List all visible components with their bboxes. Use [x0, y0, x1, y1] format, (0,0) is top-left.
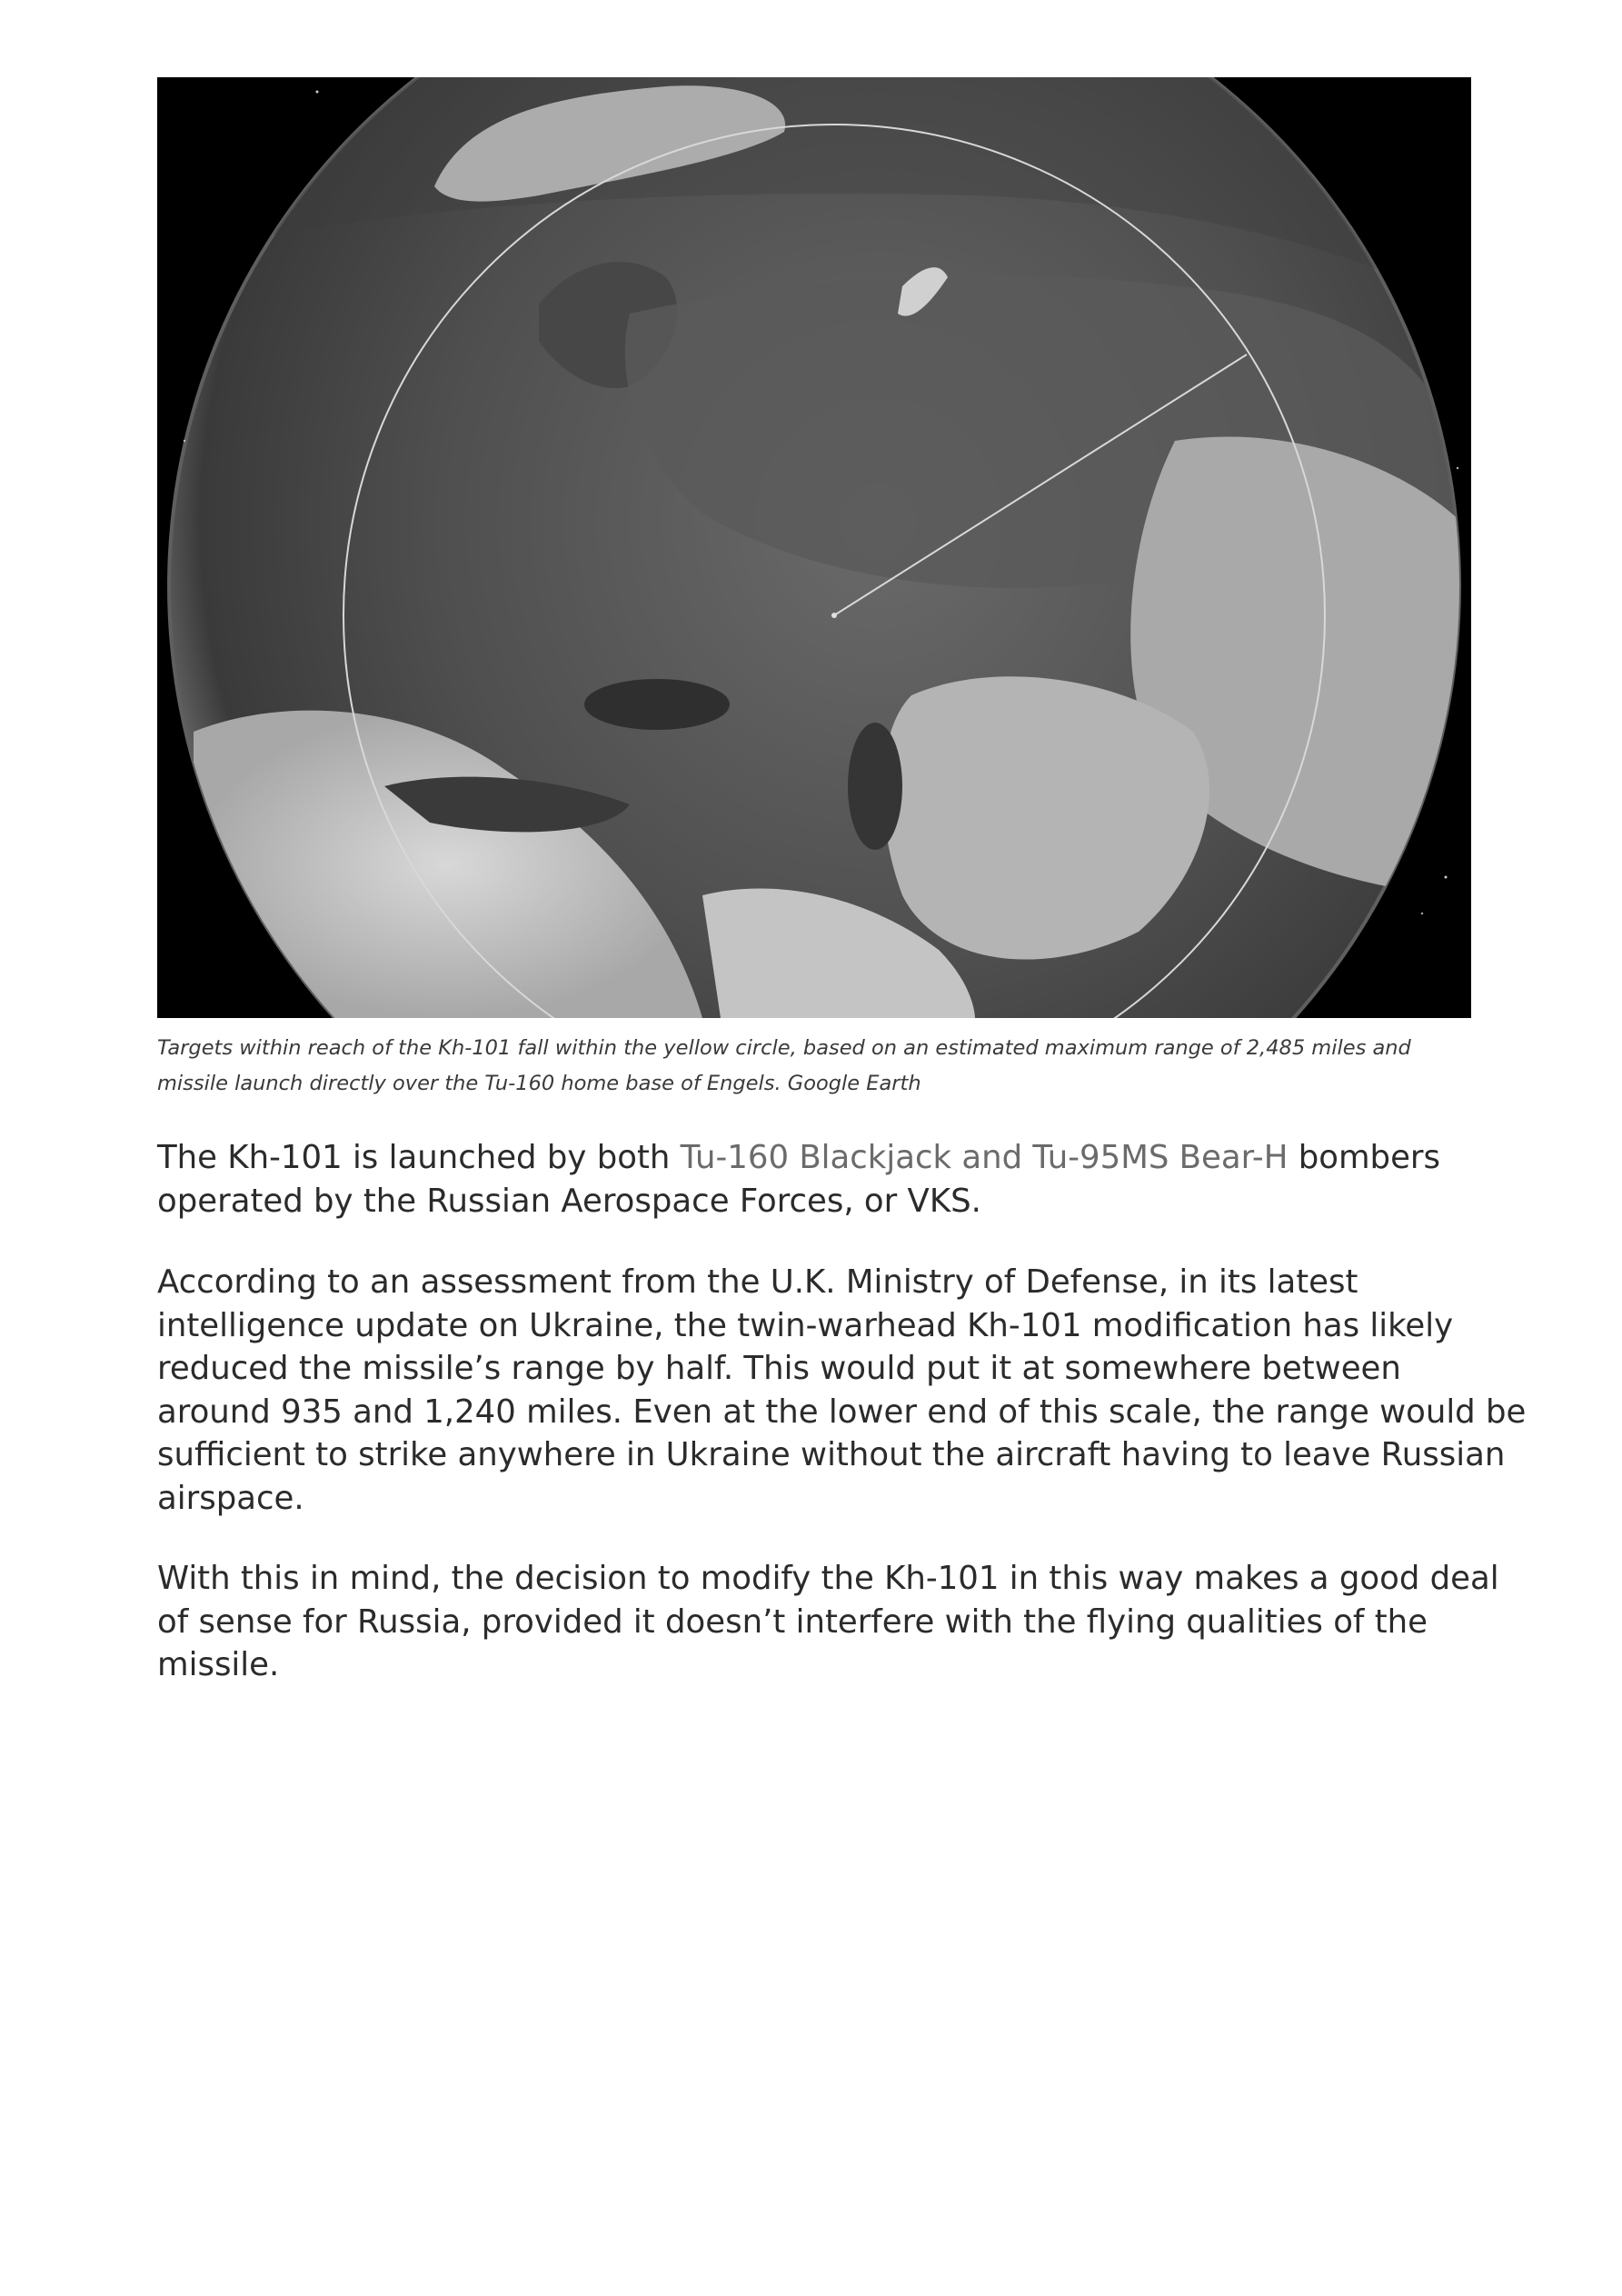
figure-caption: [157, 1031, 1471, 1102]
bombers-link[interactable]: Tu-160 Blackjack and Tu-95MS Bear-H: [680, 1139, 1289, 1176]
paragraph-line: operated by the Russian Aerospace Forces, or VKS.: [157, 1182, 981, 1220]
paragraph-line: According to an assessment from the U.K. Ministry of Defense, in its latest: [157, 1263, 1358, 1301]
globe-satellite-image-icon: [157, 77, 1471, 1018]
paragraph-assessment: [157, 1261, 1527, 1520]
caption-line: Targets within reach of the Kh-101 fall within the yellow circle, based on an estimated maximum range of 2,485 miles and: [157, 1036, 1411, 1060]
paragraph-bombers: [157, 1136, 1484, 1223]
paragraph-line: around 935 and 1,240 miles. Even at the lower end of this scale, the range would be: [157, 1393, 1527, 1431]
paragraph-line: sufficient to strike anywhere in Ukraine without the aircraft having to leave Russian: [157, 1436, 1506, 1473]
paragraph-line: intelligence update on Ukraine, the twin-warhead Kh-101 modification has likely: [157, 1306, 1454, 1344]
paragraph-line: [157, 1136, 1484, 1180]
paragraph-line: reduced the missile’s range by half. This would put it at somewhere between: [157, 1350, 1401, 1387]
caption-line: missile launch directly over the Tu-160 home base of Engels. Google Earth: [157, 1072, 921, 1095]
paragraph-conclusion: [157, 1557, 1499, 1687]
paragraph-text: The Kh-101 is launched by both: [157, 1139, 681, 1176]
paragraph-line: airspace.: [157, 1479, 304, 1517]
globe-range-figure: [157, 77, 1471, 1018]
paragraph-line: With this in mind, the decision to modify the Kh-101 in this way makes a good deal: [157, 1560, 1499, 1597]
paragraph-text: bombers: [1288, 1139, 1441, 1176]
paragraph-line: missile.: [157, 1646, 280, 1683]
paragraph-line: of sense for Russia, provided it doesn’t interfere with the flying qualities of the: [157, 1602, 1428, 1641]
